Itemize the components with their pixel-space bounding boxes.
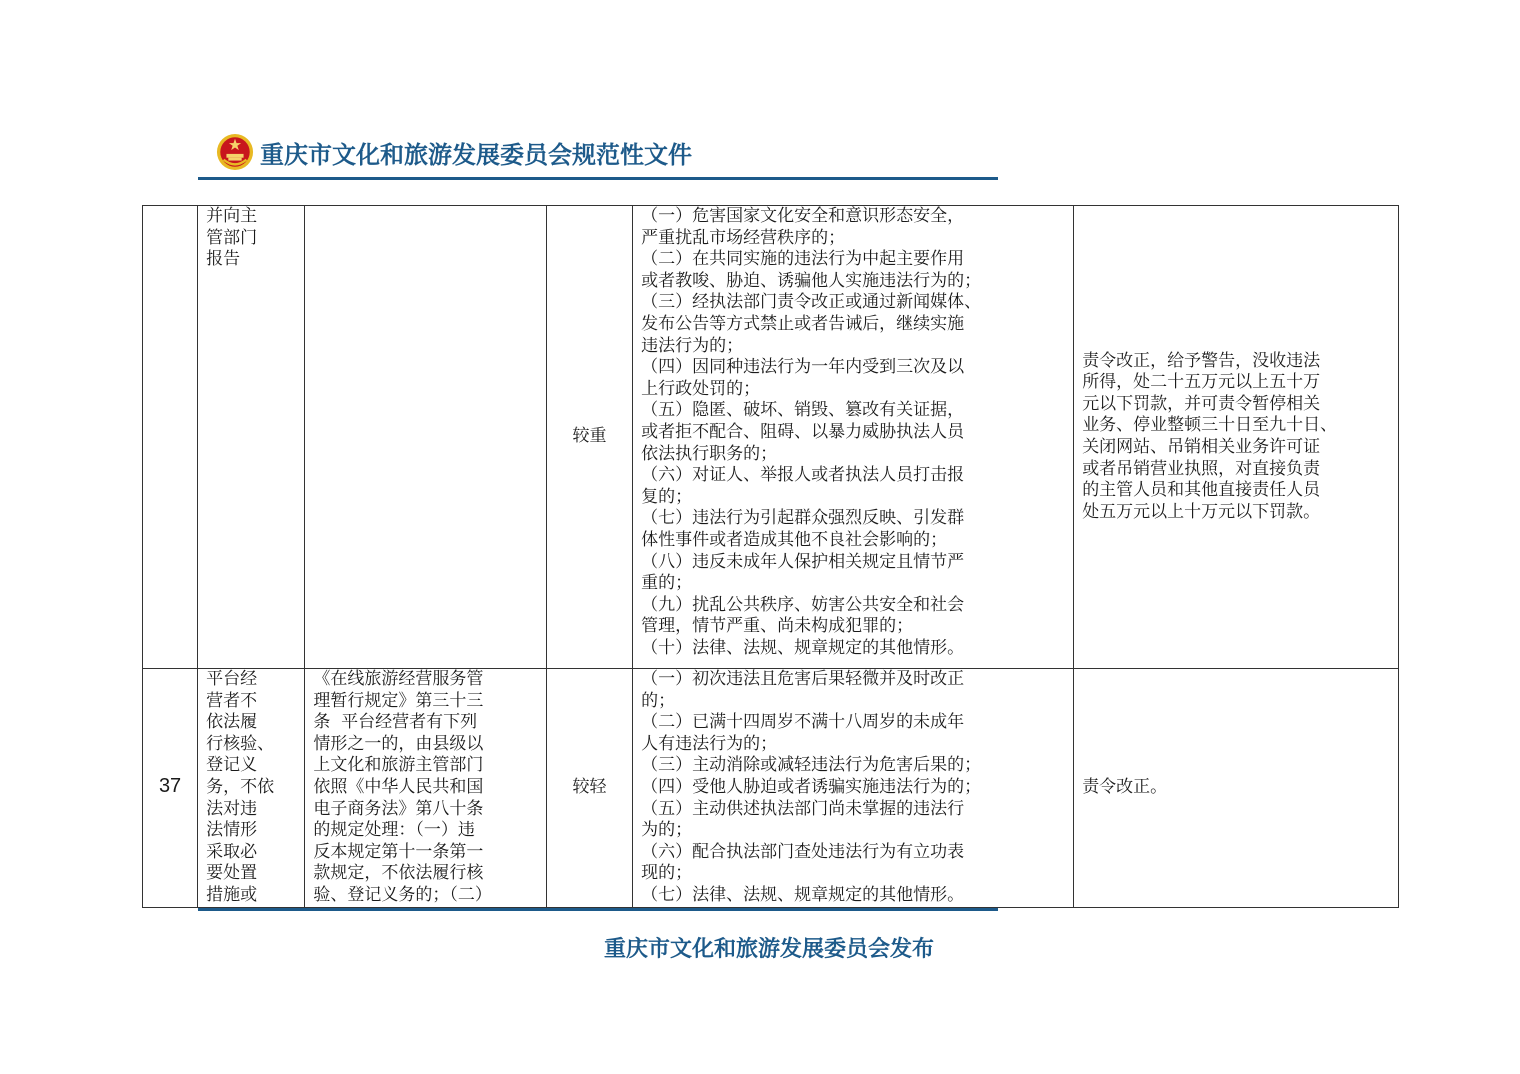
circumstance-line: （五）主动供述执法部门尚未掌握的违法行 bbox=[641, 798, 965, 819]
table-row bbox=[143, 206, 1399, 669]
severity-level-cell bbox=[546, 669, 632, 908]
document-header bbox=[216, 130, 692, 174]
circumstance-line: 或者教唆、胁迫、诱骗他人实施违法行为的； bbox=[641, 270, 982, 291]
document-header-title: 重庆市文化和旅游发展委员会规范性文件 bbox=[260, 139, 692, 169]
circumstance-line: （九）扰乱公共秩序、妨害公共安全和社会 bbox=[641, 594, 965, 615]
penalty-standard-table bbox=[142, 205, 1399, 908]
legal-basis-line: 依照《中华人民共和国 bbox=[313, 776, 484, 797]
circumstances-cell bbox=[633, 669, 1074, 908]
violation-item-line: 报告 bbox=[206, 249, 241, 270]
circumstance-line: 重的； bbox=[641, 573, 693, 594]
violation-item-line: 登记义 bbox=[206, 755, 258, 776]
circumstance-line: 体性事件或者造成其他不良社会影响的； bbox=[641, 529, 948, 550]
circumstances-cell bbox=[633, 206, 1074, 669]
violation-item-line: 措施或 bbox=[206, 884, 258, 905]
legal-basis-line: 验、登记义务的；（二） bbox=[313, 884, 492, 905]
circumstance-line: （一）初次违法且危害后果轻微并及时改正 bbox=[641, 669, 965, 689]
violation-item-line: 并向主 bbox=[206, 206, 258, 226]
legal-basis-line: 情形之一的，由县级以 bbox=[313, 733, 484, 754]
violation-item-line: 平台经 bbox=[206, 669, 258, 689]
circumstance-line: 严重扰乱市场经营秩序的； bbox=[641, 227, 846, 248]
circumstance-line: （七）法律、法规、规章规定的其他情形。 bbox=[641, 884, 965, 905]
circumstance-line: 人有违法行为的； bbox=[641, 733, 778, 754]
circumstance-line: （十）法律、法规、规章规定的其他情形。 bbox=[641, 637, 965, 658]
table-row bbox=[143, 669, 1399, 908]
penalty-standard-cell bbox=[1074, 206, 1399, 669]
circumstance-line: （四）因同种违法行为一年内受到三次及以 bbox=[641, 357, 965, 378]
penalty-standard-line: 所得，处二十五万元以上五十万 bbox=[1082, 372, 1321, 393]
violation-item-cell bbox=[198, 206, 305, 669]
circumstance-line: 复的； bbox=[641, 486, 693, 507]
penalty-standard-line: 责令改正，给予警告，没收违法 bbox=[1082, 350, 1321, 371]
severity-level: 较重 bbox=[572, 426, 607, 447]
violation-item-line: 依法履 bbox=[206, 712, 258, 733]
circumstance-line: 上行政处罚的； bbox=[641, 378, 761, 399]
row-number: 37 bbox=[158, 775, 182, 798]
circumstance-line: （七）违法行为引起群众强烈反映、引发群 bbox=[641, 508, 965, 529]
legal-basis-line: 理暂行规定》第三十三 bbox=[313, 690, 484, 711]
penalty-standard-line: 业务、停业整顿三十日至九十日、 bbox=[1082, 415, 1338, 436]
legal-basis-line: 款规定，不依法履行核 bbox=[313, 863, 484, 884]
circumstance-line: （四）受他人胁迫或者诱骗实施违法行为的； bbox=[641, 776, 982, 797]
violation-item-line: 行核验、 bbox=[206, 733, 275, 754]
header-divider bbox=[198, 177, 998, 180]
circumstance-line: 管理，情节严重、尚未构成犯罪的； bbox=[641, 616, 914, 637]
penalty-standard-line: 元以下罚款，并可责令暂停相关 bbox=[1082, 393, 1321, 414]
penalty-standard-line: 处五万元以上十万元以下罚款。 bbox=[1082, 501, 1321, 522]
violation-item-line: 务，不依 bbox=[206, 776, 275, 797]
row-number-cell bbox=[143, 206, 198, 669]
violation-item-cell bbox=[198, 669, 305, 908]
penalty-standard-line: 关闭网站、吊销相关业务许可证 bbox=[1082, 437, 1321, 457]
circumstance-line: （五）隐匿、破坏、销毁、篡改有关证据， bbox=[641, 400, 965, 421]
violation-item-line: 采取必 bbox=[206, 841, 258, 862]
severity-level-cell bbox=[546, 206, 632, 669]
circumstance-line: （一）危害国家文化安全和意识形态安全， bbox=[641, 206, 965, 226]
circumstance-line: 现的； bbox=[641, 863, 693, 884]
circumstance-line: （三）主动消除或减轻违法行为危害后果的； bbox=[641, 755, 982, 776]
legal-basis-line: 电子商务法》第八十条 bbox=[313, 798, 484, 819]
violation-item-line: 营者不 bbox=[206, 690, 258, 711]
legal-basis-line: 条 平台经营者有下列 bbox=[313, 712, 478, 733]
violation-item-line: 管部门 bbox=[206, 227, 258, 248]
penalty-standard-cell bbox=[1074, 669, 1399, 908]
violation-item-line: 法情形 bbox=[206, 820, 258, 841]
penalty-standard-line: 责令改正。 bbox=[1082, 776, 1168, 797]
legal-basis-line: 的规定处理：（一）违 bbox=[313, 820, 475, 841]
circumstance-line: （三）经执法部门责令改正或通过新闻媒体、 bbox=[641, 292, 982, 313]
document-footer-title: 重庆市文化和旅游发展委员会发布 bbox=[604, 936, 935, 962]
circumstance-line: （二）已满十四周岁不满十八周岁的未成年 bbox=[641, 712, 965, 733]
violation-item-line: 要处置 bbox=[206, 863, 258, 884]
penalty-standard-line: 或者吊销营业执照，对直接负责 bbox=[1082, 458, 1321, 479]
circumstance-line: 或者拒不配合、阻碍、以暴力威胁执法人员 bbox=[641, 421, 965, 442]
circumstance-line: （二）在共同实施的违法行为中起主要作用 bbox=[641, 249, 965, 270]
legal-basis-line: 上文化和旅游主管部门 bbox=[313, 755, 484, 776]
severity-level: 较轻 bbox=[572, 776, 607, 797]
penalty-standard-line: 的主管人员和其他直接责任人员 bbox=[1082, 480, 1321, 501]
legal-basis-line: 反本规定第十一条第一 bbox=[313, 841, 484, 862]
circumstance-line: 发布公告等方式禁止或者告诫后，继续实施 bbox=[641, 313, 965, 334]
circumstance-line: 的； bbox=[641, 690, 676, 711]
circumstance-line: （八）违反未成年人保护相关规定且情节严 bbox=[641, 551, 965, 572]
footer-divider bbox=[198, 908, 998, 911]
circumstance-line: （六）对证人、举报人或者执法人员打击报 bbox=[641, 465, 965, 486]
circumstance-line: 违法行为的； bbox=[641, 335, 744, 356]
legal-basis-cell bbox=[305, 669, 547, 908]
legal-basis-cell bbox=[305, 206, 547, 669]
violation-item-line: 法对违 bbox=[206, 798, 258, 819]
circumstance-line: 为的； bbox=[641, 820, 693, 841]
circumstance-line: （六）配合执法部门查处违法行为有立功表 bbox=[641, 841, 965, 862]
legal-basis-line: 《在线旅游经营服务管 bbox=[313, 669, 484, 689]
national-emblem-icon bbox=[216, 133, 254, 171]
row-number-cell bbox=[143, 669, 198, 908]
circumstance-line: 依法执行职务的； bbox=[641, 443, 778, 464]
